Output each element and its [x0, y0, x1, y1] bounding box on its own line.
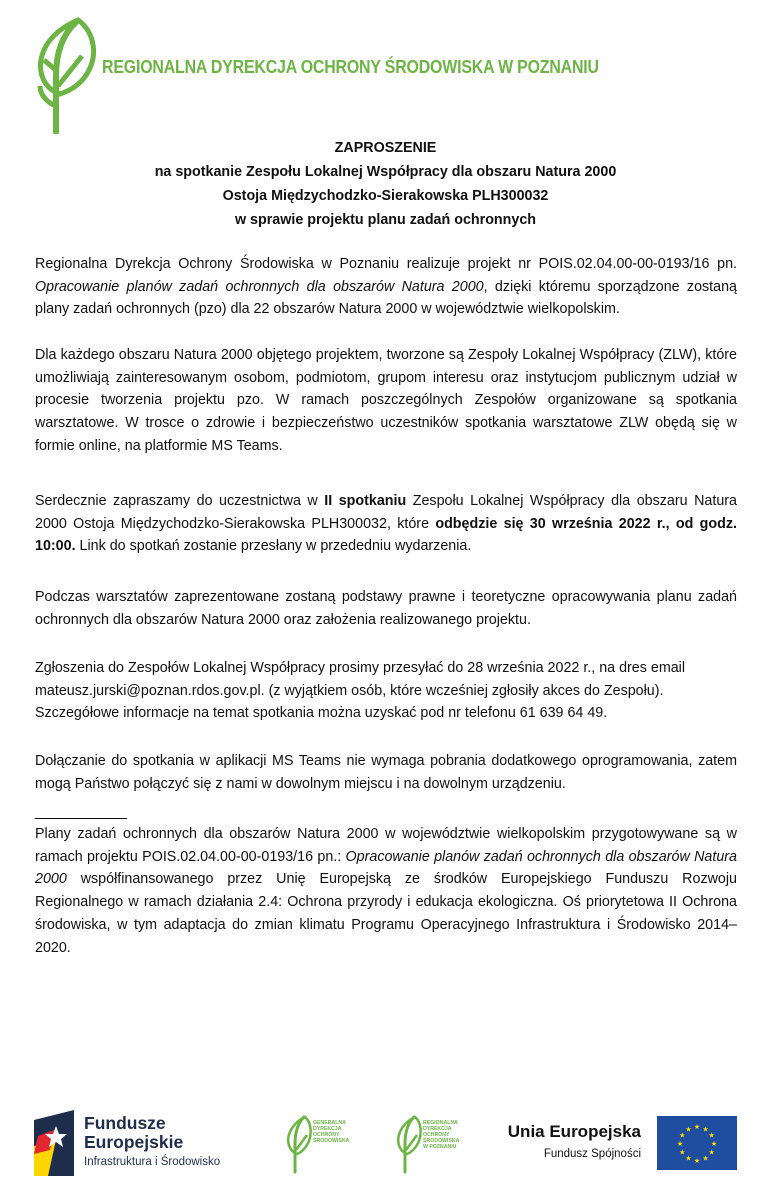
title-line-4: w sprawie projektu planu zadań ochronnych [234, 212, 537, 228]
paragraph3-text-3: Zespołu Lokalnej Współpracy dla obszaru Natura 2000 Ostoja Międzychodzko-Sierakowska PLH300032, które [35, 493, 737, 532]
footnote-text-1: Plany zadań ochronnych dla obszarów Natura 2000 w województwie wielkopolskim przygotowywane są w ramach projektu POIS.02.04.00-00-0193/16 pn.: [35, 826, 737, 865]
svg-text:★: ★ [708, 1148, 715, 1157]
title-line-3: Ostoja Międzychodzko-Sierakowska PLH300032 [222, 188, 549, 204]
paragraph3-text-5: Link do spotkań zostanie przesłany w przededniu wydarzenia. [75, 538, 472, 555]
title-line-2: na spotkanie Zespołu Lokalnej Współpracy dla obszaru Natura 2000 [154, 164, 617, 180]
paragraph-registration [35, 657, 737, 725]
paragraph2-text: Dla każdego obszaru Natura 2000 objętego projektem, tworzone są Zespoły Lokalnej Współpracy (ZLW), które umożliwiają zainteresowanym osobom, podmiotom, grupom interesu oraz instytucjom publicznym udział w procesie tworzenia projektu pzo. W ramach poszczególnych Zespołów organizowane są spotkania warsztatowe. W trosce o zdrowie i bezpieczeństwo uczestników spotkania warsztatowe ZLW obędą się w formie online, na platformie MS Teams. [35, 347, 737, 454]
leaf-logo-icon [36, 16, 98, 134]
title-line-1: ZAPROSZENIE [334, 140, 437, 156]
paragraph6-text: Dołączanie do spotkania w aplikacji MS Teams nie wymaga pobrania dodatkowego oprogramowania, zatem mogą Państwo połączyć się z nami w dowolnym miejscu i na dowolnym urządzeniu. [35, 753, 737, 792]
rdos-logo-text: REGIONALNA DYREKCJA OCHRONY ŚRODOWISKA W POZNANIU [423, 1120, 460, 1150]
svg-text:★: ★ [710, 1140, 718, 1148]
paragraph3-text-1: Serdecznie zapraszamy do uczestnictwa w [35, 493, 325, 509]
paragraph5-phone-line: Szczegółowe informacje na temat spotkania można uzyskać pod nr telefonu 61 639 64 49. [35, 705, 608, 722]
fundusze-europejskie-logo-icon [34, 1110, 74, 1176]
gdos-logo-text: GENERALNA DYREKCJA OCHRONY ŚRODOWISKA [313, 1120, 350, 1144]
rdos-leaf-icon [396, 1114, 422, 1174]
rdos-logo [396, 1114, 468, 1174]
footnote-divider [35, 818, 127, 819]
unia-europejska-text [505, 1122, 641, 1160]
paragraph-project-intro [35, 253, 737, 321]
svg-text:★: ★ [693, 1157, 701, 1165]
svg-text:★: ★ [679, 1131, 686, 1140]
svg-text:★: ★ [685, 1154, 692, 1163]
gdos-leaf-icon [286, 1114, 312, 1174]
paragraph4-text: Podczas warsztatów zaprezentowane zostaną podstawy prawne i teoretyczne opracowywania planu zadań ochronnych dla obszarów Natura 2000 oraz założenia realizowanego projektu. [35, 589, 737, 628]
ue-line-1: Unia Europejska [507, 1122, 641, 1141]
paragraph3-meeting-number: II spotkaniu [324, 493, 407, 509]
invitation-title [0, 136, 771, 232]
fe-line-1: Fundusze [84, 1113, 166, 1133]
fe-line-2: Europejskie [84, 1132, 184, 1152]
paragraph-zlw-description [35, 344, 737, 458]
organization-name: REGIONALNA DYREKCJA OCHRONY ŚRODOWISKA W POZNANIU [102, 56, 599, 77]
paragraph1-text-3: , dzięki któremu sporządzone zostaną plany zadań ochronnych (pzo) dla 22 obszarów Natura 2000 w województwie wielkopolskim. [35, 278, 738, 318]
svg-text:★: ★ [708, 1131, 715, 1140]
footnote [35, 823, 737, 959]
gdos-logo [286, 1114, 358, 1174]
paragraph-workshop-content [35, 586, 737, 631]
eu-flag-icon [657, 1116, 737, 1170]
paragraph-ms-teams-info [35, 750, 737, 795]
fe-line-3: Infrastruktura i Środowisko [84, 1156, 221, 1168]
paragraph1-text-1: Regionalna Dyrekcja Ochrony Środowiska w Poznaniu realizuje projekt nr POIS.02.04.00-00-0193/16 pn. [35, 256, 737, 272]
paragraph5-line-1: Zgłoszenia do Zespołów Lokalnej Współpracy prosimy przesyłać do 28 września 2022 r., na dres email [35, 660, 686, 676]
paragraph1-project-title: Opracowanie planów zadań ochronnych dla obszarów Natura 2000 [35, 278, 484, 295]
paragraph5-email-line: mateusz.jurski@poznan.rdos.gov.pl. (z wyjątkiem osób, które wcześniej zgłosiły akces do Zespołu). [35, 682, 664, 699]
footnote-project-title: Opracowanie planów zadań ochronnych dla obszarów Natura 2000 [35, 848, 737, 888]
paragraph3-meeting-date: odbędzie się 30 września 2022 r., od godz. 10:00. [35, 515, 737, 555]
svg-text:★: ★ [702, 1154, 709, 1163]
footer-logos [0, 1100, 771, 1180]
footnote-text-3: współfinansowanego przez Unię Europejską ze środków Europejskiego Funduszu Rozwoju Regionalnego w ramach działania 2.4: Ochrona przyrody i edukacja ekologiczna. Oś priorytetowa II Ochrona środowiska, w tym adaptacja do zmian klimatu Programu Operacyjnego Infrastruktura i Środowisko 2014–2020. [35, 871, 737, 956]
fundusze-europejskie-text [84, 1114, 220, 1168]
header [36, 16, 599, 134]
paragraph-meeting-details [35, 490, 737, 558]
svg-text:★: ★ [679, 1148, 686, 1157]
svg-text:★: ★ [702, 1125, 709, 1134]
svg-text:★: ★ [676, 1140, 684, 1148]
ue-line-2: Fundusz Spójności [543, 1148, 641, 1160]
svg-text:★: ★ [693, 1123, 701, 1131]
svg-text:★: ★ [685, 1125, 692, 1134]
